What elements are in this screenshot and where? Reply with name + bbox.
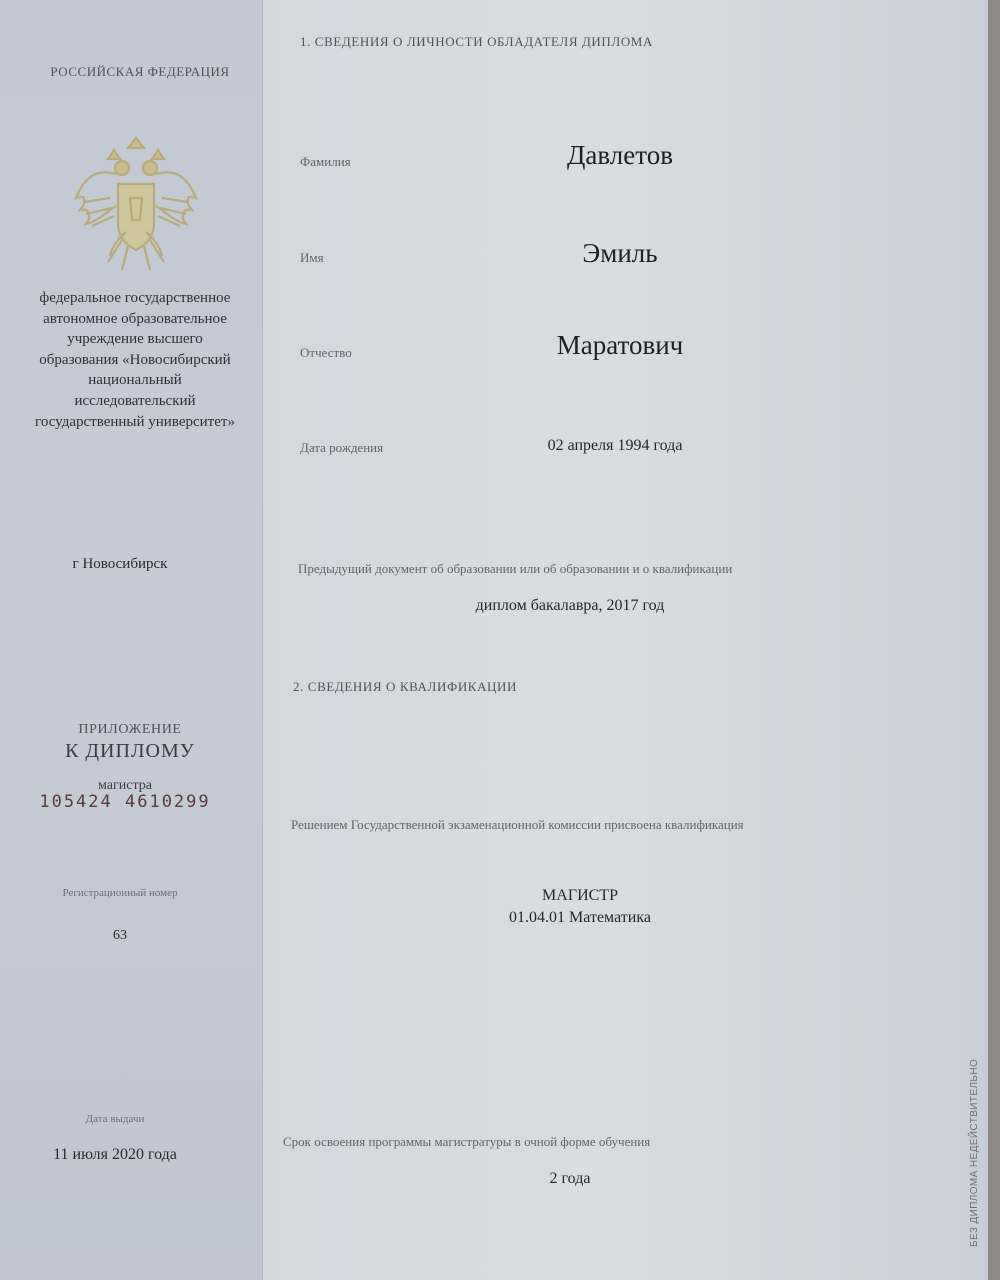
surname-value: Давлетов: [567, 140, 673, 170]
patronymic-label: Отчество: [300, 345, 352, 360]
program-duration-value: 2 года: [549, 1170, 591, 1187]
issue-date: 11 июля 2020 года: [53, 1146, 177, 1163]
surname-label: Фамилия: [300, 154, 351, 169]
coat-of-arms-emblem-icon: [66, 128, 206, 278]
registration-number: 63: [113, 928, 127, 943]
city: г Новосибирск: [72, 556, 168, 572]
name-label: Имя: [300, 250, 324, 265]
previous-document-value: диплом бакалавра, 2017 год: [475, 597, 665, 614]
issue-date-label: Дата выдачи: [85, 1113, 145, 1125]
specialty-value: 01.04.01 Математика: [509, 909, 651, 926]
qualification-decision-label: Решением Государственной экзаменационной комиссии присвоена квалификация: [291, 817, 744, 832]
diploma-serial-number: 105424 4610299: [39, 792, 211, 812]
birth-date-value: 02 апреля 1994 года: [547, 437, 683, 454]
background-edge: [988, 0, 1000, 1280]
name-value: Эмиль: [582, 238, 658, 268]
previous-document-label: Предыдущий документ об образовании или об образовании и о квалификации: [298, 561, 733, 576]
appendix-title: ПРИЛОЖЕНИЕ: [78, 722, 182, 737]
vertical-validity-note: БЕЗ ДИПЛОМА НЕДЕЙСТВИТЕЛЬНО: [969, 1058, 980, 1247]
appendix-subtitle: К ДИПЛОМУ: [65, 740, 195, 762]
registration-number-label: Регистрационный номер: [62, 887, 178, 899]
program-duration-label: Срок освоения программы магистратуры в очной форме обучения: [283, 1134, 651, 1149]
university-name: федеральное государственное автономное образовательное учреждение высшего образования «Новосибирский национальный исследовательский государственный университет»: [35, 290, 235, 430]
section-2-title: 2. СВЕДЕНИЯ О КВАЛИФИКАЦИИ: [293, 679, 518, 694]
country-name: РОССИЙСКАЯ ФЕДЕРАЦИЯ: [50, 64, 230, 79]
qualification-value: МАГИСТР: [542, 887, 618, 904]
degree-level: магистра: [98, 778, 152, 793]
birth-date-label: Дата рождения: [300, 440, 384, 455]
section-1-title: 1. СВЕДЕНИЯ О ЛИЧНОСТИ ОБЛАДАТЕЛЯ ДИПЛОМА: [300, 34, 653, 49]
patronymic-value: Маратович: [556, 330, 684, 360]
